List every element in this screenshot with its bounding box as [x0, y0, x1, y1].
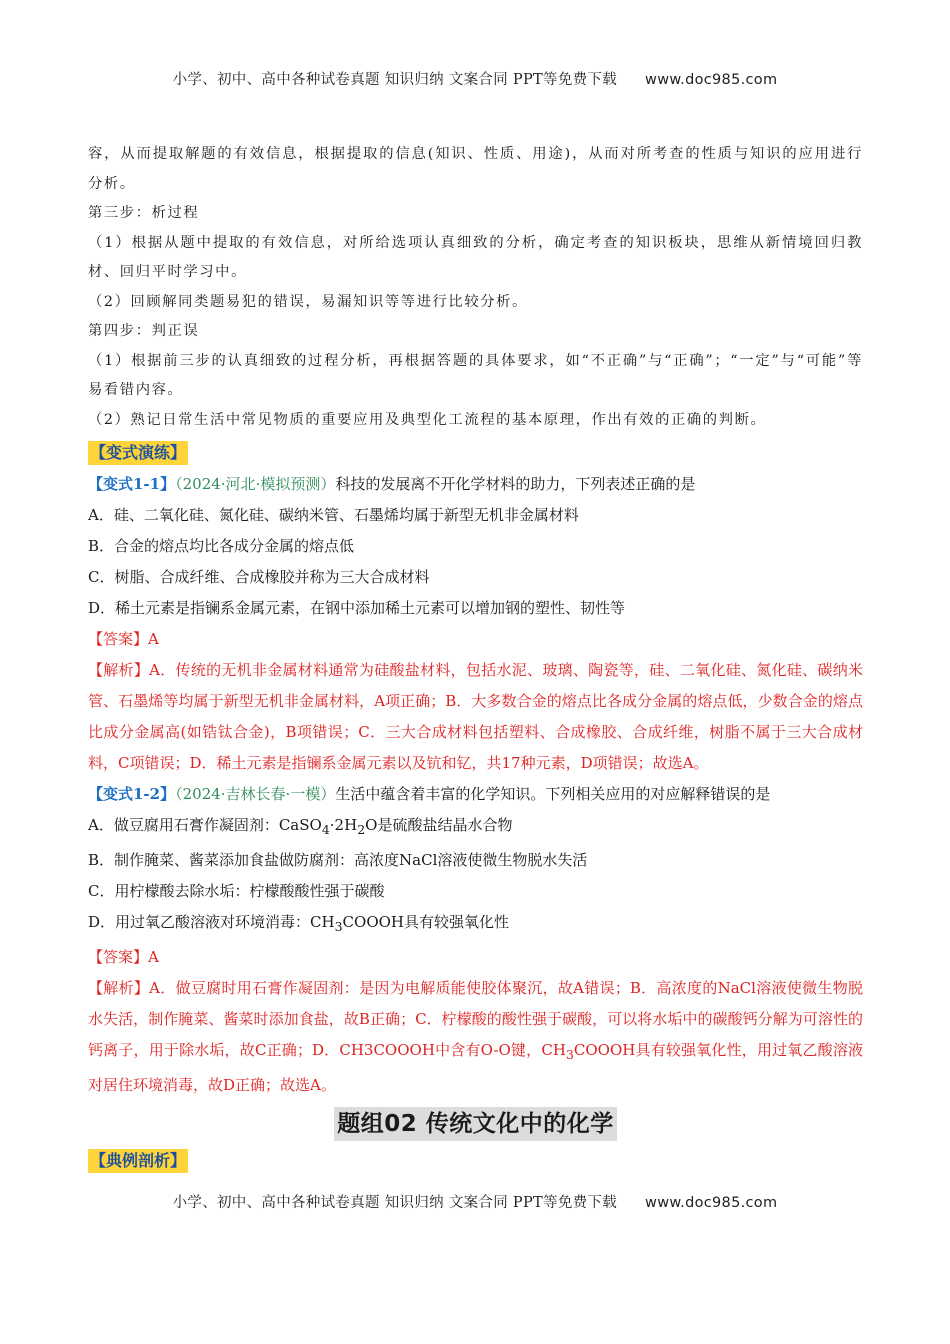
q2-option-a-tail: O是硫酸盐结晶水合物 [365, 816, 513, 834]
q2-answer: A [148, 948, 159, 966]
question-1 [88, 469, 863, 779]
step4-item-1: （1）根据前三步的认真细致的过程分析，再根据答题的具体要求，如“不正确”与“正确”；“一定”与“可能”等易看错内容。 [88, 352, 863, 398]
q2-id: 【变式1-2】 [88, 785, 176, 803]
q2-option-c: C．用柠檬酸去除水垢：柠檬酸酸性强于碳酸 [88, 882, 385, 900]
footer-site[interactable]: www.doc985.com [645, 1195, 778, 1211]
page-footer [0, 1191, 950, 1212]
q2-stem-line [88, 779, 863, 810]
q2-analysis-sub: 3 [565, 1047, 574, 1062]
q1-stem-line [88, 469, 863, 500]
q2-analysis [88, 973, 863, 1101]
q2-option-b: B．制作腌菜、酱菜添加食盐做防腐剂：高浓度NaCl溶液使微生物脱水失活 [88, 851, 588, 869]
q1-option-b: B．合金的熔点均比各成分金属的熔点低 [88, 537, 355, 555]
step4-item-2: （2）熟记日常生活中常见物质的重要应用及典型化工流程的基本原理，作出有效的正确的判断。 [88, 411, 767, 428]
q1-option-d: D．稀土元素是指镧系金属元素，在钢中添加稀土元素可以增加钢的塑性、韧性等 [88, 599, 626, 617]
q2-option-d-text: D．用过氧乙酸溶液对环境消毒：CH [88, 913, 335, 931]
q2-analysis-tail: COOOH具有较强氧化性，用过氧乙酸溶液对居住环境消毒，故D正确；故选A。 [88, 1041, 864, 1094]
q1-id: 【变式1-1】 [88, 475, 176, 493]
q1-option-a: A．硅、二氧化硅、氮化硅、碳纳米管、石墨烯均属于新型无机非金属材料 [88, 506, 579, 524]
q2-option-a-sub1: 4 [321, 822, 330, 837]
q2-answer-line [88, 942, 863, 973]
q2-option-a-mid: ·2H [329, 816, 358, 834]
footer-text: 小学、初中、高中各种试卷真题 知识归纳 文案合同 PPT等免费下载 [172, 1195, 618, 1211]
q2-option-d [88, 907, 863, 942]
q2-option-a [88, 810, 863, 845]
q1-answer-label: 【答案】 [88, 630, 149, 648]
q2-option-a-text: A．做豆腐用石膏作凝固剂：CaSO [88, 816, 322, 834]
step3-item-2: （2）回顾解同类题易犯的错误，易漏知识等等进行比较分析。 [88, 293, 528, 310]
examples-section [88, 1145, 863, 1177]
q2-stem: 生活中蕴含着丰富的化学知识。下列相关应用的对应解释错误的是 [335, 785, 771, 803]
q2-analysis-text: 【解析】A．做豆腐时用石膏作凝固剂：是因为电解质能使胶体聚沉，故A错误；B．高浓度的NaCl溶液使微生物脱水失活，制作腌菜、酱菜时添加食盐，故B正确；C．柠檬酸的酸性强于碳酸，可以将水垢中的碳酸钙分解为可溶性的钙离子，用于除水垢，故C正确；D．CH3COOOH中含有O-O键，CH [88, 979, 863, 1059]
intro-paragraph: 容，从而提取解题的有效信息，根据提取的信息(知识、性质、用途)，从而对所考查的性质与知识的应用进行分析。 [88, 146, 863, 192]
q2-answer-label: 【答案】 [88, 948, 149, 966]
q1-option-c: C．树脂、合成纤维、合成橡胶并称为三大合成材料 [88, 568, 430, 586]
header-text: 小学、初中、高中各种试卷真题 知识归纳 文案合同 PPT等免费下载 [172, 72, 618, 88]
header-site[interactable]: www.doc985.com [645, 72, 778, 88]
variants-section [88, 437, 863, 469]
step3-heading: 第三步：析过程 [88, 205, 200, 221]
q2-option-d-sub: 3 [334, 919, 343, 934]
q2-option-d-tail: COOOH具有较强氧化性 [342, 913, 509, 931]
group-title: 题组02 传统文化中的化学 [334, 1107, 617, 1141]
page-header [0, 68, 950, 89]
q1-source: （2024·河北·模拟预测） [175, 475, 336, 493]
q1-answer: A [148, 630, 159, 648]
group-title-wrap [88, 1107, 863, 1141]
step4-heading: 第四步：判正误 [88, 323, 200, 339]
examples-label: 【典例剖析】 [88, 1149, 188, 1173]
variants-label: 【变式演练】 [88, 441, 188, 465]
q1-stem: 科技的发展离不开化学材料的助力，下列表述正确的是 [335, 475, 696, 493]
question-2 [88, 779, 863, 1101]
step3-item-1: （1）根据从题中提取的有效信息，对所给选项认真细致的分析，确定考查的知识板块，思维从新情境回归教材、回归平时学习中。 [88, 234, 863, 280]
q2-source: （2024·吉林长春·一模） [175, 785, 336, 803]
q2-option-a-sub2: 2 [357, 822, 366, 837]
q1-answer-line [88, 624, 863, 655]
page-content [88, 140, 863, 1177]
q1-analysis: 【解析】A．传统的无机非金属材料通常为硅酸盐材料，包括水泥、玻璃、陶瓷等，硅、二氧化硅、氮化硅、碳纳米管、石墨烯等均属于新型无机非金属材料，A项正确；B．大多数合金的熔点比各成分金属的熔点低，少数合金的熔点比成分金属高(如锆钛合金)，B项错误；C．三大合成材料包括塑料、合成橡胶、合成纤维，树脂不属于三大合成材料，C项错误；D．稀土元素是指镧系金属元素以及钪和钇，共17种元素，D项错误；故选A。 [88, 661, 863, 772]
